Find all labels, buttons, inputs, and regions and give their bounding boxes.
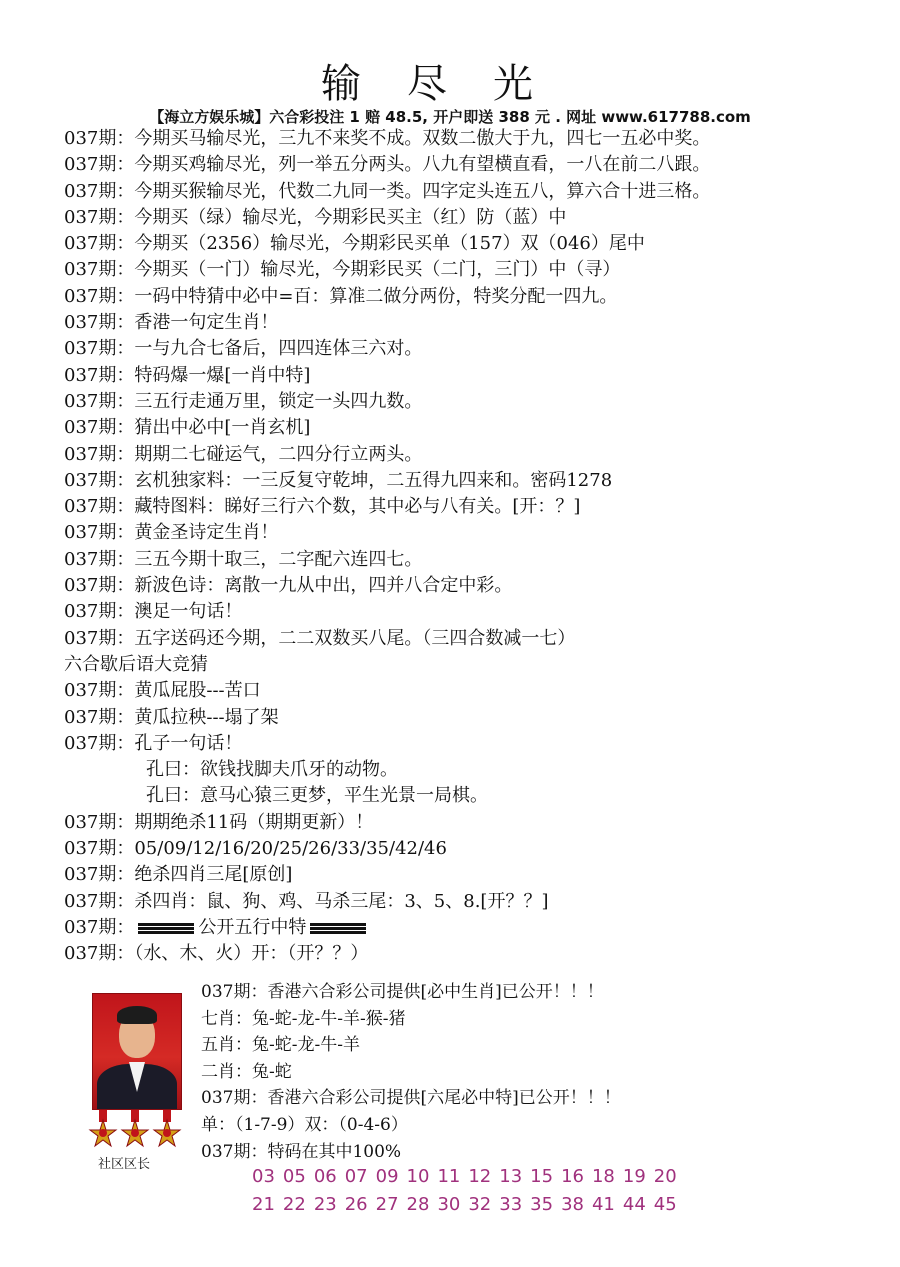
number-item: 44	[622, 1194, 646, 1215]
number-item: 32	[468, 1194, 492, 1215]
portrait-image	[92, 993, 182, 1110]
numbers-block	[252, 1163, 892, 1219]
number-item: 33	[499, 1194, 523, 1215]
number-item: 05	[282, 1166, 306, 1187]
number-item: 38	[561, 1194, 584, 1215]
wuxing-line	[64, 915, 894, 941]
text-line: 037期：杀四肖：鼠、狗、鸡、马杀三尾：3、5、8.[开？？]	[64, 890, 549, 912]
text-line: 037期：三五今期十取三，二字配六连四七。	[64, 548, 423, 570]
text-line: 037期：三五行走通万里，锁定一头四九数。	[64, 390, 423, 412]
numbers-row	[252, 1163, 892, 1191]
text-line: 037期：黄金圣诗定生肖！	[64, 522, 279, 544]
text-line: 037期：香港六合彩公司提供[必中生肖]已公开！！！	[201, 982, 604, 1002]
text-line: 037期：今期买马输尽光，三九不来奖不成。双数二傲大于九，四七一五必中奖。	[64, 128, 711, 149]
bottom-lines	[201, 979, 891, 1165]
bars-icon	[138, 921, 194, 935]
number-item: 10	[406, 1166, 430, 1187]
number-item: 45	[653, 1194, 677, 1215]
number-item: 23	[313, 1194, 337, 1215]
medal-icon	[120, 1110, 150, 1150]
portrait-caption: 社区区长	[98, 1157, 151, 1172]
text-line: 037期：新波色诗：离散一九从中出，四并八合定中彩。	[64, 575, 513, 597]
quote-line: 孔曰：欲钱找脚夫爪牙的动物。	[146, 759, 398, 781]
text-line: 二肖：兔-蛇	[201, 1061, 292, 1082]
number-item: 15	[530, 1166, 554, 1187]
number-item: 07	[344, 1166, 368, 1187]
number-item: 18	[591, 1166, 615, 1187]
number-item: 16	[561, 1166, 584, 1187]
text-line: 037期：孔子一句话！	[64, 732, 243, 754]
page-title: 输尽光	[321, 61, 579, 107]
number-item: 11	[437, 1166, 461, 1187]
medal-icon	[152, 1110, 182, 1150]
number-item: 20	[653, 1166, 677, 1187]
text-line: 037期：香港六合彩公司提供[六尾必中特]已公开！！！	[201, 1088, 621, 1109]
text-line: 037期：五字送码还今期，二二双数买八尾。（三四合数减一七）	[64, 627, 576, 649]
bars-icon	[310, 921, 366, 935]
number-item: 06	[313, 1166, 337, 1187]
text-line: 037期：香港一句定生肖！	[64, 312, 279, 334]
text-line: 037期：黄瓜拉秧---塌了架	[64, 706, 279, 728]
prediction-lines	[64, 126, 894, 968]
medal-icon	[88, 1110, 118, 1150]
number-item: 09	[375, 1166, 399, 1187]
text-line: 037期：期期绝杀11码（期期更新）！	[64, 811, 374, 833]
text-line: 037期：黄瓜屁股---苦口	[64, 680, 261, 702]
text-line: 037期：（水、木、火）开：（开？？）	[64, 943, 369, 965]
text-line: 单：（1-7-9）双：（0-4-6）	[201, 1114, 408, 1135]
medals-group	[88, 1110, 184, 1154]
text-line: 037期：今期买（2356）输尽光，今期彩民买单（157）双（046）尾中	[64, 233, 645, 255]
wuxing-prefix: 037期：	[64, 916, 135, 938]
quote-line: 孔曰：意马心猿三更梦，平生光景一局棋。	[146, 785, 488, 807]
number-item: 22	[282, 1194, 306, 1215]
text-line: 037期：藏特图料：睇好三行六个数，其中必与八有关。[开：？]	[64, 496, 581, 518]
number-item: 27	[375, 1194, 399, 1215]
numbers-row	[252, 1191, 892, 1219]
text-line: 037期：绝杀四肖三尾[原创]	[64, 864, 293, 886]
number-item: 13	[499, 1166, 523, 1187]
number-item: 30	[437, 1194, 461, 1215]
text-line: 037期：猜出中必中[一肖玄机]	[64, 417, 311, 439]
ad-banner: 【海立方娱乐城】六合彩投注 1 赔 48.5, 开户即送 388 元 . 网址 www.617788.com	[149, 108, 751, 126]
text-line: 037期：澳足一句话！	[64, 601, 243, 623]
hair-shape	[117, 1006, 157, 1024]
number-item: 41	[591, 1194, 615, 1215]
text-line: 037期：玄机独家料：一三反复守乾坤，二五得九四来和。密码1278	[64, 469, 613, 491]
number-item: 26	[344, 1194, 368, 1215]
number-item: 12	[468, 1166, 492, 1187]
number-item: 19	[622, 1166, 646, 1187]
text-line: 五肖：兔-蛇-龙-牛-羊	[201, 1035, 360, 1056]
text-line: 037期：05/09/12/16/20/25/26/33/35/42/46	[64, 838, 447, 860]
number-item: 35	[530, 1194, 554, 1215]
text-line: 037期：特码爆一爆[一肖中特]	[64, 364, 311, 386]
text-line: 037期：今期买（一门）输尽光，今期彩民买（二门，三门）中（寻）	[64, 259, 621, 281]
text-line: 037期：一码中特猜中必中=百：算准二做分两份，特奖分配一四九。	[64, 285, 618, 307]
text-line: 037期：今期买（绿）输尽光，今期彩民买主（红）防（蓝）中	[64, 206, 567, 228]
text-line: 037期：特码在其中100%	[201, 1141, 402, 1162]
section-heading: 六合歇后语大竞猜	[64, 653, 208, 675]
wuxing-text: 公开五行中特	[198, 916, 307, 938]
number-item: 28	[406, 1194, 430, 1215]
text-line: 037期：今期买鸡输尽光，列一举五分两头。八九有望横直看，一八在前二八跟。	[64, 154, 711, 176]
number-item: 21	[252, 1194, 275, 1215]
number-item: 03	[252, 1166, 275, 1187]
text-line: 七肖：兔-蛇-龙-牛-羊-猴-猪	[201, 1008, 406, 1029]
text-line: 037期：今期买猴输尽光，代数二九同一类。四字定头连五八，算六合十进三格。	[64, 180, 711, 202]
text-line: 037期：期期二七碰运气，二四分行立两头。	[64, 443, 423, 465]
text-line: 037期：一与九合七备后，四四连体三六对。	[64, 338, 423, 360]
